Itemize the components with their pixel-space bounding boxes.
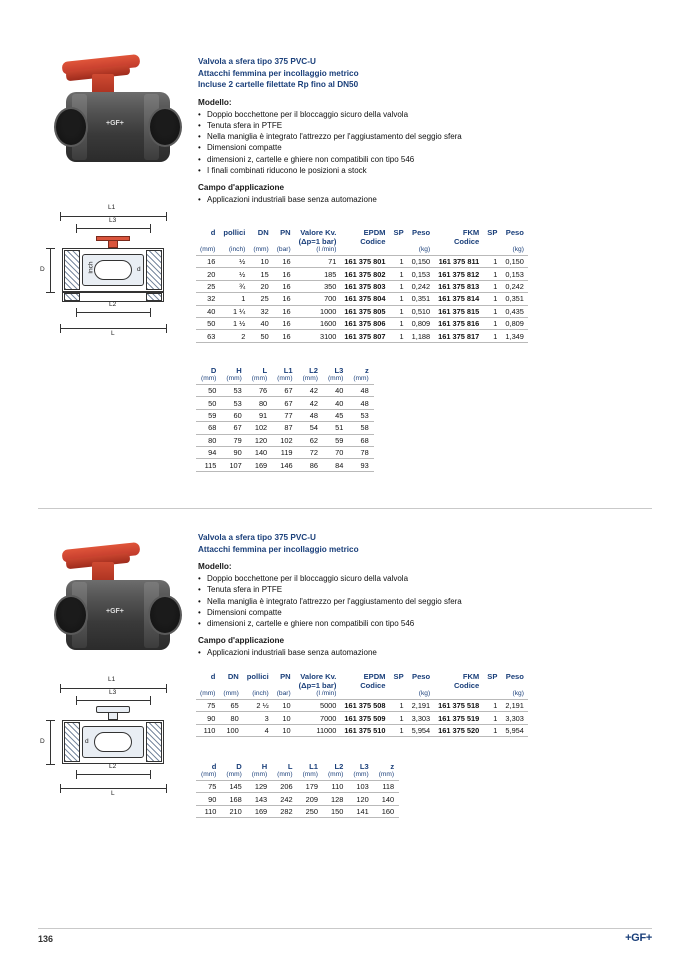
- col-peso2: Peso: [505, 228, 524, 237]
- table-row: 50 1 ½ 40 16 1600 161 375 806 1 0,809 161 375 816 1 0,809: [196, 317, 528, 329]
- table-row: 50 53 76 67 42 40 48: [196, 385, 374, 397]
- col-sp2: SP: [487, 228, 498, 237]
- product-1-dims-table: D H L L1 L2 L3 z (mm) (mm) (mm) (mm) (mm) (mm) (mm) 50 53 76 67 42 40 48 50 53 80 67 42 40 48 59 60 91 77 48 45 53 68 67 102 87 54 51 58 80 79 120 102 62 59 68 94 90 140 119 72 70 78 115 107 169 146 86 84 93: [196, 366, 374, 472]
- product-1-model-label: Modello:: [198, 97, 232, 107]
- product-2-text: [198, 532, 668, 659]
- dim-D-label-2: D: [40, 738, 45, 745]
- page-number: 136: [38, 934, 54, 944]
- table-row: 68 67 102 87 54 51 58: [196, 422, 374, 434]
- table-row: 25 ¾ 20 16 350 161 375 803 1 0,242 161 375 813 1 0,242: [196, 280, 528, 292]
- unit-peso1: (kg): [418, 246, 431, 253]
- list-item: • Applicazioni industriali base senza automazione: [198, 194, 668, 205]
- list-item: • Doppio bocchettone per il bloccaggio sicuro della valvola: [198, 573, 668, 584]
- technical-drawing-1: [38, 196, 188, 356]
- footer-divider: [38, 928, 652, 929]
- col-pollici: pollici: [223, 228, 246, 237]
- table-row: 110 100 4 10 11000 161 375 510 1 5,954 161 375 520 1 5,954: [196, 724, 528, 736]
- table-row: 59 60 91 77 48 45 53: [196, 409, 374, 421]
- product-1-title-line-1: Valvola a sfera tipo 375 PVC-U: [198, 57, 316, 66]
- product-1-title-line-2: Attacchi femmina per incollaggio metrico: [198, 68, 359, 78]
- col-sp1: SP: [393, 228, 404, 237]
- list-item: • dimensioni z, cartelle e ghiere non compatibili con tipo 546: [198, 154, 668, 165]
- table-row: 90 168 143 242 209 128 120 140: [196, 793, 399, 805]
- product-2-main-table: d DN pollici PN Valore Kv. EPDM SP Peso FKM SP Peso (Δp=1 bar) Codice Codice (mm) (mm) (inch) (bar) (l /min) (kg) (kg) 75 65 2 ½ 10 5000 161 375 508 1 2,191 161 375 518 1 2,191 90 80 3 10 7000 161 375 509 1 3,303 161 375 519 1 3,303 110 100 4 10 11000 161 375 510 1 5,954 161 375 520 1 5,954: [196, 672, 528, 737]
- col-pn: PN: [280, 228, 291, 237]
- list-item: • Nella maniglia è integrato l'attrezzo per l'aggiustamento del seggio sfera: [198, 131, 668, 142]
- unit-dn: (mm): [253, 246, 269, 253]
- col-kv: Valore Kv.: [300, 228, 337, 237]
- valve-photo-1: +GF+: [48, 52, 188, 172]
- list-item: • I finali combinati riducono le posizioni a stock: [198, 165, 668, 176]
- list-item: • dimensioni z, cartelle e ghiere non compatibili con tipo 546: [198, 618, 668, 629]
- dim-L3-label: L3: [109, 217, 117, 224]
- col-dn: DN: [257, 228, 269, 237]
- dim-L1-label: L1: [108, 204, 116, 211]
- list-item: • Tenuta sfera in PTFE: [198, 120, 668, 131]
- table-row: 16 ½ 10 16 71 161 375 801 1 0,150 161 375 811 1 0,150: [196, 256, 528, 268]
- product-2-title-line-1: Valvola a sfera tipo 375 PVC-U: [198, 533, 316, 542]
- table-row: 20 ½ 15 16 185 161 375 802 1 0,153 161 375 812 1 0,153: [196, 268, 528, 280]
- product-1-title-line-3: Incluse 2 cartelle filettate Rp fino al DN50: [198, 80, 359, 89]
- product-2-application-label: Campo d'applicazione: [198, 636, 285, 646]
- product-2-application-list: [198, 647, 668, 658]
- dim-L-label-2: L: [111, 790, 115, 797]
- dim-L3-label-2: L3: [109, 689, 117, 696]
- dim-L2-label: L2: [109, 301, 117, 308]
- table-row: 80 79 120 102 62 59 68: [196, 434, 374, 446]
- product-2-model-list: [198, 573, 668, 629]
- table-row: 32 1 25 16 700 161 375 804 1 0,351 161 375 814 1 0,351: [196, 293, 528, 305]
- dim-L-label: L: [111, 330, 115, 337]
- table-row: 75 65 2 ½ 10 5000 161 375 508 1 2,191 161 375 518 1 2,191: [196, 700, 528, 712]
- unit-kv: (l /min): [316, 246, 337, 253]
- table-row: 40 1 ¼ 32 16 1000 161 375 805 1 0,510 161 375 815 1 0,435: [196, 305, 528, 317]
- dim-L1-label-2: L1: [108, 676, 116, 683]
- col-d: d: [210, 228, 216, 237]
- unit-peso2: (kg): [512, 246, 524, 253]
- dim-inch-label: inch: [87, 261, 95, 274]
- table-row: 63 2 50 16 3100 161 375 807 1 1,188 161 375 817 1 1,349: [196, 330, 528, 342]
- sub-epdm: Codice: [360, 237, 386, 246]
- dim-D-label: D: [40, 266, 45, 273]
- unit-d: (mm): [200, 246, 216, 253]
- section-divider: [38, 508, 652, 509]
- sub-fkm: Codice: [453, 237, 480, 246]
- product-2-title-line-2: Attacchi femmina per incollaggio metrico: [198, 544, 359, 554]
- dim-d-label: d: [137, 266, 141, 273]
- product-1-application-label: Campo d'applicazione: [198, 183, 285, 193]
- table-row: 50 53 80 67 42 40 48: [196, 397, 374, 409]
- product-1-main-table: [196, 228, 528, 343]
- list-item: • Tenuta sfera in PTFE: [198, 584, 668, 595]
- brand-logo: +GF+: [625, 932, 652, 944]
- col-fkm: FKM: [462, 228, 480, 237]
- dim-d-label-2: d: [85, 738, 89, 745]
- list-item: • Dimensioni compatte: [198, 142, 668, 153]
- valve-photo-2: +GF+: [48, 540, 188, 660]
- technical-drawing-2: [38, 668, 188, 798]
- list-item: • Dimensioni compatte: [198, 607, 668, 618]
- table-row: 110 210 169 282 250 150 141 160: [196, 805, 399, 817]
- col-epdm: EPDM: [363, 228, 386, 237]
- table-row: 94 90 140 119 72 70 78: [196, 446, 374, 458]
- unit-pn: (bar): [276, 246, 291, 253]
- product-1-text: [198, 56, 668, 206]
- dim-L2-label-2: L2: [109, 763, 117, 770]
- product-2-model-label: Modello:: [198, 562, 232, 571]
- table-row: 90 80 3 10 7000 161 375 509 1 3,303 161 375 519 1 3,303: [196, 712, 528, 724]
- product-1-application-list: [198, 194, 668, 205]
- list-item: • Applicazioni industriali base senza automazione: [198, 647, 668, 658]
- list-item: • Nella maniglia è integrato l'attrezzo per l'aggiustamento del seggio sfera: [198, 596, 668, 607]
- list-item: • Doppio bocchettone per il bloccaggio sicuro della valvola: [198, 109, 668, 120]
- product-2-dims-table: d D H L L1 L2 L3 z (mm) (mm) (mm) (mm) (mm) (mm) (mm) (mm) 75 145 129 206 179 110 103 118 90 168 143 242 209 128 120 140 110 210 169 282 250 150 141 160: [196, 762, 399, 818]
- table-row: 75 145 129 206 179 110 103 118: [196, 781, 399, 793]
- table-row: 115 107 169 146 86 84 93: [196, 459, 374, 471]
- product-1-model-list: [198, 109, 668, 177]
- unit-pollici: (inch): [228, 246, 246, 253]
- col-peso1: Peso: [412, 228, 431, 237]
- sub-kv: (Δp=1 bar): [298, 237, 337, 246]
